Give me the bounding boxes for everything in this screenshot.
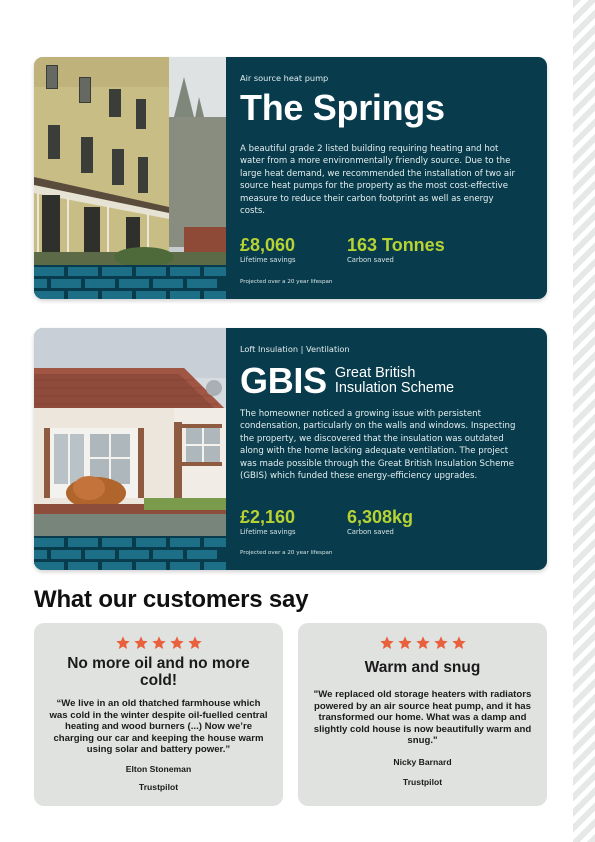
testimonial-quote: "We replaced old storage heaters with radiators powered by an air source heat pump, and it has transformed our home. What was a damp and slightly cold house is now beautifully warm and snug."	[313, 689, 532, 746]
star-icon	[151, 635, 167, 651]
star-icon	[133, 635, 149, 651]
testimonials-heading: What our customers say	[34, 586, 309, 613]
projection-note: Projected over a 20 year lifespan	[240, 279, 333, 285]
case-tag: Loft Insulation | Ventilation	[240, 344, 350, 354]
stat-value: 6,308kg	[347, 507, 414, 527]
case-study-card-the-springs	[34, 57, 547, 299]
testimonial-title: No more oil and no more cold!	[67, 655, 250, 689]
testimonial-author: Elton Stoneman	[125, 763, 192, 774]
brick-pattern-decoration	[34, 536, 226, 570]
stat-carbon-saved	[347, 507, 413, 536]
testimonial-quote: “We live in an old thatched farmhouse which was cold in the winter despite oil-fuelled central heating and wood burners (...) Now we’re charging our car and keeping the house warm using solar and battery power.”	[49, 698, 268, 755]
stat-lifetime-savings	[240, 507, 296, 536]
stat-value: £2,160	[240, 507, 296, 527]
stat-carbon-saved	[347, 235, 445, 264]
star-rating	[34, 635, 283, 651]
star-icon	[397, 635, 413, 651]
testimonial-card	[34, 623, 283, 806]
case-tag: Air source heat pump	[240, 73, 329, 83]
testimonial-card	[298, 623, 547, 806]
stat-lifetime-savings	[240, 235, 296, 264]
star-icon	[187, 635, 203, 651]
stat-label: Lifetime savings	[240, 256, 296, 264]
case-title-full	[335, 366, 454, 396]
testimonial-source: Trustpilot	[138, 781, 179, 792]
case-title-abbreviation: GBIS	[240, 360, 327, 401]
stat-label: Carbon saved	[347, 256, 394, 264]
case-title-full-line2: Insulation Scheme	[334, 380, 455, 396]
grand-listed-building-photo	[34, 57, 226, 265]
case-description: A beautiful grade 2 listed building requiring heating and hot water from a more environmentally friendly source. Due to the large heat demand, we recommended the installation of two air source heat pumps for the property as the most cost-effective measure to reduce their carbon footprint as well as energy costs.	[240, 144, 516, 217]
case-description: The homeowner noticed a growing issue with persistent condensation, particularly on the walls and windows. Inspecting the property, we discovered that the insulation was outdated along with the home lacking adequate ventilation. The project was made possible through the Great British Insulation Scheme (GBIS) which funded these energy-efficiency upgrades.	[240, 409, 516, 482]
bungalow-photo	[34, 328, 226, 536]
case-study-card-gbis	[34, 328, 547, 570]
case-title	[240, 360, 454, 402]
stat-value: 163 Tonnes	[347, 235, 445, 255]
case-title-full-line1: Great British	[334, 365, 416, 381]
decorative-side-stripe	[573, 0, 595, 842]
star-icon	[433, 635, 449, 651]
testimonial-author: Nicky Barnard	[393, 756, 452, 767]
star-rating	[298, 635, 547, 651]
stat-label: Lifetime savings	[240, 528, 296, 536]
star-icon	[169, 635, 185, 651]
testimonial-title: Warm and snug	[364, 659, 481, 676]
projection-note: Projected over a 20 year lifespan	[240, 550, 333, 556]
brick-pattern-decoration	[34, 265, 226, 299]
stat-label: Carbon saved	[347, 528, 394, 536]
star-icon	[379, 635, 395, 651]
star-icon	[115, 635, 131, 651]
star-icon	[415, 635, 431, 651]
stat-value: £8,060	[240, 235, 296, 255]
star-icon	[451, 635, 467, 651]
case-title: The Springs	[240, 87, 445, 128]
testimonial-source: Trustpilot	[402, 776, 443, 787]
